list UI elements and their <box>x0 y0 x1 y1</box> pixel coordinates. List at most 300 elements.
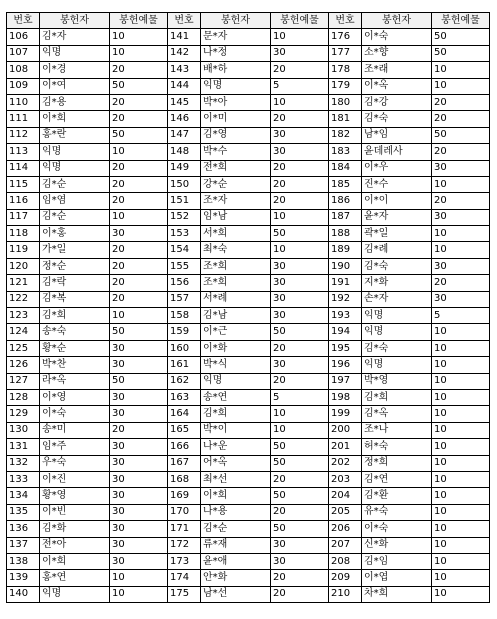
offering-amount: 10 <box>432 471 490 487</box>
donor-name: 최*선 <box>201 471 271 487</box>
donor-name: 홍*란 <box>40 127 110 143</box>
donor-name: 홍*연 <box>40 570 110 586</box>
offering-amount: 20 <box>271 176 329 192</box>
entry-number: 179 <box>329 78 362 94</box>
offering-amount: 10 <box>432 340 490 356</box>
donor-name: 조*래 <box>362 62 432 78</box>
table-row <box>7 127 490 143</box>
offering-header: 봉헌예물 <box>110 13 168 29</box>
entry-number: 113 <box>7 144 40 160</box>
entry-number: 190 <box>329 258 362 274</box>
donor-name: 조*나 <box>362 422 432 438</box>
offering-amount: 10 <box>432 357 490 373</box>
offering-amount: 10 <box>432 504 490 520</box>
table-row <box>7 521 490 537</box>
entry-number: 138 <box>7 553 40 569</box>
donor-name: 박*영 <box>362 373 432 389</box>
donor-name: 우*숙 <box>40 455 110 471</box>
entry-number: 148 <box>168 144 201 160</box>
table-row <box>7 455 490 471</box>
entry-number: 160 <box>168 340 201 356</box>
entry-number: 119 <box>7 242 40 258</box>
donor-name: 박*수 <box>201 144 271 160</box>
donor-name: 이*옥 <box>362 78 432 94</box>
offering-amount: 30 <box>271 291 329 307</box>
offering-amount: 20 <box>271 570 329 586</box>
entry-number: 115 <box>7 176 40 192</box>
donor-name: 류*재 <box>201 537 271 553</box>
offering-amount: 10 <box>110 570 168 586</box>
offering-amount: 20 <box>110 176 168 192</box>
entry-number: 125 <box>7 340 40 356</box>
entry-number: 137 <box>7 537 40 553</box>
entry-number: 201 <box>329 439 362 455</box>
entry-number: 182 <box>329 127 362 143</box>
entry-number: 204 <box>329 488 362 504</box>
offering-amount: 10 <box>432 176 490 192</box>
offering-amount: 50 <box>432 29 490 45</box>
entry-number: 166 <box>168 439 201 455</box>
entry-number: 124 <box>7 324 40 340</box>
donor-name: 송*숙 <box>40 324 110 340</box>
donor-name: 윤데레사 <box>362 144 432 160</box>
entry-number: 186 <box>329 193 362 209</box>
donor-name: 차*희 <box>362 586 432 602</box>
table-row <box>7 537 490 553</box>
entry-number: 177 <box>329 45 362 61</box>
donor-name: 김*희 <box>362 389 432 405</box>
entry-number: 150 <box>168 176 201 192</box>
donor-name: 임*남 <box>201 209 271 225</box>
offering-amount: 10 <box>432 537 490 553</box>
offering-amount: 10 <box>432 570 490 586</box>
entry-number: 146 <box>168 111 201 127</box>
entry-number: 159 <box>168 324 201 340</box>
offering-amount: 10 <box>432 439 490 455</box>
offering-amount: 30 <box>110 357 168 373</box>
table-row <box>7 226 490 242</box>
table-row <box>7 193 490 209</box>
offering-amount: 20 <box>271 340 329 356</box>
donor-name: 김*환 <box>362 488 432 504</box>
offering-amount: 20 <box>432 193 490 209</box>
entry-number: 169 <box>168 488 201 504</box>
offering-amount: 10 <box>432 586 490 602</box>
donor-name: 박*찬 <box>40 357 110 373</box>
offering-amount: 20 <box>110 94 168 110</box>
donor-name: 임*염 <box>40 193 110 209</box>
donor-name: 이*숙 <box>362 521 432 537</box>
entry-number: 188 <box>329 226 362 242</box>
entry-number: 130 <box>7 422 40 438</box>
donor-name: 서*희 <box>201 226 271 242</box>
offering-amount: 10 <box>110 144 168 160</box>
table-row <box>7 45 490 61</box>
donor-name: 김*숙 <box>362 258 432 274</box>
offering-amount: 20 <box>271 586 329 602</box>
offering-amount: 5 <box>271 389 329 405</box>
donor-name: 이*빈 <box>40 504 110 520</box>
donor-name: 익명 <box>40 160 110 176</box>
donor-name: 이*경 <box>40 62 110 78</box>
entry-number: 171 <box>168 521 201 537</box>
donor-name: 최*숙 <box>201 242 271 258</box>
donor-name: 이*희 <box>201 488 271 504</box>
offering-header: 봉헌예물 <box>271 13 329 29</box>
offering-amount: 10 <box>271 209 329 225</box>
donor-name: 신*화 <box>362 537 432 553</box>
number-header: 번호 <box>329 13 362 29</box>
offering-amount: 50 <box>271 226 329 242</box>
entry-number: 191 <box>329 275 362 291</box>
offering-header: 봉헌예물 <box>432 13 490 29</box>
offering-amount: 50 <box>110 78 168 94</box>
donor-name: 김*례 <box>362 242 432 258</box>
donor-name: 김*순 <box>40 176 110 192</box>
table-row <box>7 553 490 569</box>
entry-number: 139 <box>7 570 40 586</box>
entry-number: 184 <box>329 160 362 176</box>
donor-name: 김*숙 <box>362 111 432 127</box>
donor-name: 이*여 <box>40 78 110 94</box>
offering-amount: 30 <box>271 45 329 61</box>
entry-number: 155 <box>168 258 201 274</box>
entry-number: 128 <box>7 389 40 405</box>
offering-amount: 30 <box>432 291 490 307</box>
offering-amount: 10 <box>110 209 168 225</box>
entry-number: 158 <box>168 308 201 324</box>
offering-amount: 20 <box>110 275 168 291</box>
donor-name: 김*희 <box>40 308 110 324</box>
donor-name: 익명 <box>201 373 271 389</box>
entry-number: 120 <box>7 258 40 274</box>
donor-name: 익명 <box>362 357 432 373</box>
donor-name: 김*순 <box>40 209 110 225</box>
table-row <box>7 357 490 373</box>
offering-amount: 30 <box>271 357 329 373</box>
table-row <box>7 504 490 520</box>
entry-number: 153 <box>168 226 201 242</box>
offering-amount: 30 <box>271 144 329 160</box>
table-row <box>7 29 490 45</box>
entry-number: 175 <box>168 586 201 602</box>
donor-name: 이*화 <box>201 340 271 356</box>
offering-amount: 10 <box>432 422 490 438</box>
entry-number: 205 <box>329 504 362 520</box>
donor-name: 조*희 <box>201 275 271 291</box>
entry-number: 151 <box>168 193 201 209</box>
offering-amount: 10 <box>110 29 168 45</box>
entry-number: 129 <box>7 406 40 422</box>
offering-amount: 30 <box>110 389 168 405</box>
table-row <box>7 471 490 487</box>
table-row <box>7 209 490 225</box>
table-body <box>7 29 490 603</box>
offering-amount: 50 <box>271 324 329 340</box>
offering-amount: 50 <box>110 127 168 143</box>
offering-amount: 10 <box>432 226 490 242</box>
table-row <box>7 242 490 258</box>
offering-amount: 50 <box>432 127 490 143</box>
offering-amount: 30 <box>432 209 490 225</box>
donor-name: 나*용 <box>201 504 271 520</box>
entry-number: 196 <box>329 357 362 373</box>
entry-number: 165 <box>168 422 201 438</box>
offering-amount: 30 <box>110 406 168 422</box>
entry-number: 187 <box>329 209 362 225</box>
offering-amount: 10 <box>110 308 168 324</box>
entry-number: 143 <box>168 62 201 78</box>
table-row <box>7 62 490 78</box>
entry-number: 206 <box>329 521 362 537</box>
donor-name: 이*근 <box>201 324 271 340</box>
donor-name: 남*임 <box>362 127 432 143</box>
entry-number: 193 <box>329 308 362 324</box>
donor-name: 손*자 <box>362 291 432 307</box>
entry-number: 157 <box>168 291 201 307</box>
offering-amount: 30 <box>110 471 168 487</box>
entry-number: 180 <box>329 94 362 110</box>
donor-name: 이*미 <box>201 111 271 127</box>
entry-number: 131 <box>7 439 40 455</box>
donor-name: 이*숙 <box>362 29 432 45</box>
offering-table-container <box>6 12 490 603</box>
donor-name: 전*아 <box>40 537 110 553</box>
offering-amount: 30 <box>271 553 329 569</box>
offering-amount: 30 <box>110 553 168 569</box>
table-row <box>7 176 490 192</box>
offering-amount: 10 <box>110 586 168 602</box>
donor-name: 익명 <box>362 324 432 340</box>
entry-number: 136 <box>7 521 40 537</box>
entry-number: 127 <box>7 373 40 389</box>
entry-number: 116 <box>7 193 40 209</box>
donor-name: 익명 <box>40 144 110 160</box>
offering-amount: 50 <box>271 439 329 455</box>
donor-name: 어*옥 <box>201 455 271 471</box>
donor-name: 박*식 <box>201 357 271 373</box>
offering-amount: 20 <box>271 160 329 176</box>
donor-name: 이*홍 <box>40 226 110 242</box>
table-row <box>7 291 490 307</box>
donor-name: 김*희 <box>201 406 271 422</box>
offering-amount: 10 <box>432 488 490 504</box>
donor-name: 이*우 <box>362 160 432 176</box>
offering-amount: 20 <box>110 422 168 438</box>
entry-number: 163 <box>168 389 201 405</box>
donor-name: 소*향 <box>362 45 432 61</box>
offering-amount: 20 <box>271 471 329 487</box>
table-row <box>7 111 490 127</box>
table-row <box>7 258 490 274</box>
offering-amount: 30 <box>271 258 329 274</box>
offering-amount: 20 <box>271 193 329 209</box>
donor-name: 이*엽 <box>362 570 432 586</box>
entry-number: 118 <box>7 226 40 242</box>
entry-number: 142 <box>168 45 201 61</box>
entry-number: 117 <box>7 209 40 225</box>
donor-name: 익명 <box>40 45 110 61</box>
entry-number: 170 <box>168 504 201 520</box>
donor-name: 안*화 <box>201 570 271 586</box>
donor-name: 남*선 <box>201 586 271 602</box>
donor-name: 윤*애 <box>201 553 271 569</box>
table-row <box>7 308 490 324</box>
donor-name: 나*정 <box>201 45 271 61</box>
donor-name: 서*례 <box>201 291 271 307</box>
entry-number: 198 <box>329 389 362 405</box>
offering-amount: 10 <box>432 455 490 471</box>
offering-amount: 30 <box>110 226 168 242</box>
donor-name: 이*영 <box>40 389 110 405</box>
entry-number: 174 <box>168 570 201 586</box>
entry-number: 110 <box>7 94 40 110</box>
table-header-row <box>7 13 490 29</box>
entry-number: 121 <box>7 275 40 291</box>
entry-number: 161 <box>168 357 201 373</box>
entry-number: 164 <box>168 406 201 422</box>
donor-name: 조*희 <box>201 258 271 274</box>
donor-name: 김*연 <box>362 471 432 487</box>
entry-number: 199 <box>329 406 362 422</box>
offering-amount: 30 <box>110 455 168 471</box>
offering-amount: 20 <box>110 62 168 78</box>
entry-number: 108 <box>7 62 40 78</box>
offering-amount: 30 <box>110 521 168 537</box>
offering-amount: 50 <box>432 45 490 61</box>
entry-number: 185 <box>329 176 362 192</box>
donor-name: 배*하 <box>201 62 271 78</box>
table-row <box>7 324 490 340</box>
offering-amount: 10 <box>271 29 329 45</box>
offering-amount: 30 <box>271 127 329 143</box>
number-header: 번호 <box>168 13 201 29</box>
table-row <box>7 406 490 422</box>
entry-number: 181 <box>329 111 362 127</box>
entry-number: 154 <box>168 242 201 258</box>
entry-number: 133 <box>7 471 40 487</box>
donor-name: 김*남 <box>201 308 271 324</box>
entry-number: 122 <box>7 291 40 307</box>
offering-amount: 5 <box>432 308 490 324</box>
table-row <box>7 160 490 176</box>
offering-amount: 10 <box>271 242 329 258</box>
donor-name: 윤*자 <box>362 209 432 225</box>
offering-amount: 30 <box>110 439 168 455</box>
donor-name: 나*운 <box>201 439 271 455</box>
donor-name: 조*자 <box>201 193 271 209</box>
donor-name: 송*연 <box>201 389 271 405</box>
donor-name: 익명 <box>201 78 271 94</box>
donor-name: 강*순 <box>201 176 271 192</box>
entry-number: 167 <box>168 455 201 471</box>
donor-name: 박*아 <box>201 94 271 110</box>
offering-amount: 20 <box>432 275 490 291</box>
entry-number: 134 <box>7 488 40 504</box>
offering-amount: 30 <box>432 258 490 274</box>
offering-amount: 10 <box>432 62 490 78</box>
entry-number: 194 <box>329 324 362 340</box>
table-row <box>7 439 490 455</box>
entry-number: 195 <box>329 340 362 356</box>
offering-amount: 10 <box>432 242 490 258</box>
offering-amount: 10 <box>432 553 490 569</box>
entry-number: 183 <box>329 144 362 160</box>
donor-name: 박*이 <box>201 422 271 438</box>
offering-amount: 20 <box>110 111 168 127</box>
table-row <box>7 586 490 602</box>
offering-amount: 10 <box>432 521 490 537</box>
offering-amount: 50 <box>271 521 329 537</box>
entry-number: 147 <box>168 127 201 143</box>
table-row <box>7 373 490 389</box>
donor-name: 전*희 <box>201 160 271 176</box>
table-row <box>7 422 490 438</box>
donor-name: 김*락 <box>40 275 110 291</box>
table-row <box>7 570 490 586</box>
entry-number: 202 <box>329 455 362 471</box>
entry-number: 173 <box>168 553 201 569</box>
offering-amount: 20 <box>110 242 168 258</box>
donor-name: 김*복 <box>40 291 110 307</box>
offering-amount: 30 <box>271 308 329 324</box>
offering-amount: 30 <box>271 275 329 291</box>
offering-amount: 50 <box>271 455 329 471</box>
entry-number: 106 <box>7 29 40 45</box>
donor-name: 정*희 <box>362 455 432 471</box>
donor-name: 가*일 <box>40 242 110 258</box>
entry-number: 210 <box>329 586 362 602</box>
entry-number: 192 <box>329 291 362 307</box>
entry-number: 156 <box>168 275 201 291</box>
donor-name: 문*자 <box>201 29 271 45</box>
table-row <box>7 94 490 110</box>
offering-amount: 30 <box>271 537 329 553</box>
donor-name: 이*희 <box>40 111 110 127</box>
offering-amount: 20 <box>110 291 168 307</box>
donor-header: 봉헌자 <box>40 13 110 29</box>
entry-number: 114 <box>7 160 40 176</box>
entry-number: 203 <box>329 471 362 487</box>
donor-name: 익명 <box>40 586 110 602</box>
donor-name: 김*옥 <box>362 406 432 422</box>
donor-name: 라*옥 <box>40 373 110 389</box>
entry-number: 123 <box>7 308 40 324</box>
entry-number: 132 <box>7 455 40 471</box>
offering-amount: 30 <box>110 504 168 520</box>
donor-name: 김*순 <box>201 521 271 537</box>
offering-amount: 10 <box>110 45 168 61</box>
offering-amount: 50 <box>110 373 168 389</box>
offering-amount: 20 <box>432 94 490 110</box>
entry-number: 172 <box>168 537 201 553</box>
donor-name: 지*화 <box>362 275 432 291</box>
offering-amount: 10 <box>432 389 490 405</box>
entry-number: 126 <box>7 357 40 373</box>
donor-name: 이*숙 <box>40 406 110 422</box>
offering-amount: 50 <box>110 324 168 340</box>
entry-number: 168 <box>168 471 201 487</box>
entry-number: 149 <box>168 160 201 176</box>
entry-number: 178 <box>329 62 362 78</box>
entry-number: 135 <box>7 504 40 520</box>
entry-number: 207 <box>329 537 362 553</box>
offering-amount: 10 <box>432 78 490 94</box>
donor-name: 김*임 <box>362 553 432 569</box>
offering-amount: 10 <box>271 422 329 438</box>
donor-name: 허*숙 <box>362 439 432 455</box>
offering-table <box>6 12 490 603</box>
